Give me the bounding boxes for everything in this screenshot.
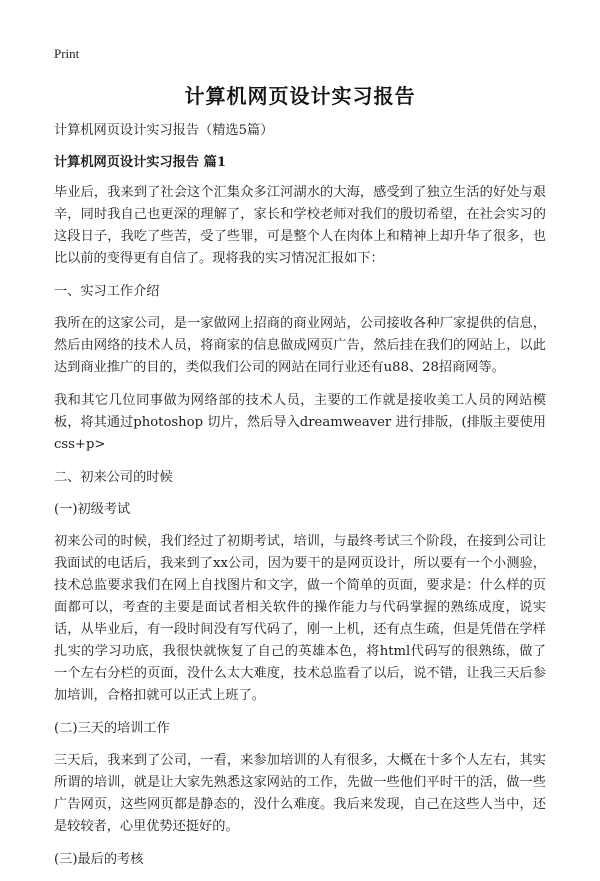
article-heading: 计算机网页设计实习报告 篇1 xyxy=(54,155,227,170)
section-heading-2: 二、初来公司的时候 xyxy=(54,470,173,485)
subsection-heading-2: (二)三天的培训工作 xyxy=(54,721,170,736)
section-heading-1: 一、实习工作介绍 xyxy=(54,284,160,299)
paragraph-intro: 毕业后，我来到了社会这个汇集众多江河湖水的大海，感受到了独立生活的好处与艰辛，同时我自己也更深的理解了，家长和学校老师对我们的殷切希望，在社会实习的这段日子，我吃了些苦，受了些罪，可是整个人在肉体上和精神上却升华了很多，也比以前的变得更有自信了。现将我的实习情况汇报如下： xyxy=(54,185,546,266)
document-body xyxy=(54,120,546,881)
document-title: 计算机网页设计实习报告 xyxy=(184,84,416,108)
paragraph-company: 我所在的这家公司，是一家做网上招商的商业网站，公司接收各种厂家提供的信息，然后由网络的技术人员，将商家的信息做成网页广告，然后挂在我们的网站上，以此达到商业推广的目的，类似我们公司的网站在同行业还有u88、28招商网等。 xyxy=(54,316,546,375)
paragraph-work: 我和其它几位同事做为网络部的技术人员，主要的工作就是接收美工人员的网站模板，将其通过photoshop 切片，然后导入dreamweaver 进行排版，(排版主要使用css+p> xyxy=(54,393,546,452)
document-subtitle: 计算机网页设计实习报告（精选5篇） xyxy=(54,123,274,138)
print-label[interactable]: Print xyxy=(54,46,80,61)
paragraph-training: 三天后，我来到了公司，一看，来参加培训的人有很多，大概在十多个人左右，其实所谓的培训，就是让大家先熟悉这家网站的工作，先做一些他们平时干的活，做一些广告网页，这些网页都是静态的，没什么难度。我后来发现，自己在这些人当中，还是较较者，心里优势还挺好的。 xyxy=(54,753,546,834)
subsection-heading-1: (一)初级考试 xyxy=(54,502,131,517)
paragraph-exam: 初来公司的时候，我们经过了初期考试，培训，与最终考试三个阶段，在接到公司让我面试的电话后，我来到了xx公司，因为要干的是网页设计，所以要有一个小测验，技术总监要求我们在网上自找图片和文字，做一个简单的页面，要求是：什么样的页面都可以，考查的主要是面试者相关软件的操作能力与代码掌握的熟练成度，说实话，从毕业后，有一段时间没有写代码了，刚一上机，还有点生疏，但是凭借在学样扎实的学习功底，我很快就恢复了自己的英雄本色，将html代码写的很熟练，做了一个左右分栏的页面，没什么太大难度，技术总监看了以后，说不错，让我三天后参加培训，合格扣就可以正式上班了。 xyxy=(54,534,546,703)
subsection-heading-3: (三)最后的考核 xyxy=(54,852,144,867)
